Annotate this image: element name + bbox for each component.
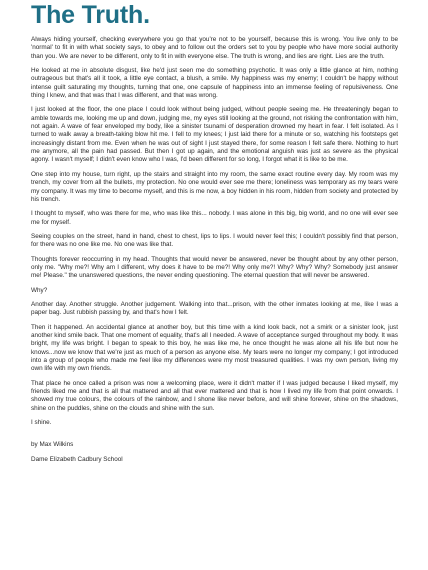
- paragraph: Another day. Another struggle. Another judgement. Walking into that...prison, with the other inmates looking at me, like I was a paper bag. Just rubbish passing by, and that's how I felt.: [31, 300, 398, 317]
- paragraph: Why?: [31, 286, 48, 294]
- paragraph: I just looked at the floor, the one place I could look without being judged, without people seeing me. He threateningly began to amble towards me, looking me up and down, judging me, my eyes still looking at the ground, not risking the confrontation with him, not again. A wave of fear enveloped my body, like a sinister tsunami of desperation drowned my heart in fear. I felt isolated. As I turned to walk away a breath-taking blow hit me. I fell to my knees; I just laid there for a minute or so, watching his footsteps get increasingly distant from me. Even when he was out of sight I just stayed there, for some reason I felt safe there. Nothing to hurt me anymore, all the pain had passed. But then I got up again, and the emotional anguish was just as severe as the physical agony. I wasn't myself; I didn't even know who I was, I'd been different for so long, I forgot what it is like to be me.: [31, 106, 398, 164]
- signature-block: [31, 441, 398, 464]
- paragraph: That place he once called a prison was now a welcoming place, were it didn't matter if I was judged because I liked myself, my friends liked me and that is all that mattered and all that ever mattered and that is how I lived my life from that point onwards. I showed my true colours, the colours of the rainbow, and I shone like never before, and will shine forever, shine on the shadows, shine on the puddles, shine on the clouds and shine with the sun.: [31, 379, 398, 412]
- author-name: by Max Wilkins: [31, 441, 74, 449]
- paragraph: One step into my house, turn right, up the stairs and straight into my room, the same exact routine every day. My room was my trench, my cover from all the bullets, my protection. No one would ever see me there; loneliness was temporary as my tears were my company. It was my time to become myself, and this is me now, a boy hidden in his room, hidden from society and protected by his trench.: [31, 170, 398, 203]
- paragraph: Seeing couples on the street, hand in hand, chest to chest, lips to lips. I would never feel this; I couldn't possibly find that person, for there was no one like me. No one was like that.: [31, 232, 398, 249]
- paragraph: Then it happened. An accidental glance at another boy, but this time with a kind look back, not a smirk or a sinister look, just another kind smile back. That one moment of equality, that's all I needed. A wave of acceptance surged throughout my body. It was bright, my life was bright. I began to speak to this boy, he was like me, he once thought he was alone all his life but now he knows...now we know that we're just as much of a person as anyone else. My tears were no longer my company; I got introduced into a group of people who made me feel like my differences were my most treasured qualities. I was my own person, living my own life with my own friends.: [31, 323, 398, 373]
- paragraph: Thoughts forever reoccurring in my head. Thoughts that would never be answered, never be thought about by any other person, only me. "Why me?! Why am I different, why does it have to be me?! Why only me?! Why? Why? Why? Somebody just answer me! Please." the unanswered questions, the never ending questioning. The eternal question that will never be answered.: [31, 255, 398, 280]
- page-title: The Truth.: [31, 1, 150, 29]
- paragraph: He looked at me in absolute disgust, like he'd just seen me do something psychotic. It was only a little glance at him, nothing outrageous but that's all it took, a little eye contact, a blush, a smile. My happiness was my enemy; I couldn't be happy without intense guilt saturating my thoughts, turning that one, one capsule of happiness into an immense feeling of repulsiveness. One thing I knew, and that was that I was different, and that was wrong.: [31, 67, 398, 100]
- article-body: [31, 36, 398, 427]
- paragraph: Always hiding yourself, checking everywhere you go that you're not to be yourself, because this is wrong. You live only to be 'normal' to fit in with what society says, to obey and to follow out the orders set to you by people who have more social authority than you. We are never to be different, only to fit in with everyone else. The truth is wrong, and lies are right. Lies are the truth.: [31, 36, 398, 60]
- school-name: Dame Elizabeth Cadbury School: [31, 455, 123, 463]
- paragraph: I thought to myself, who was there for me, who was like this... nobody. I was alone in this big, big world, and no one will ever see me for myself.: [31, 210, 398, 226]
- paragraph: I shine.: [31, 419, 52, 427]
